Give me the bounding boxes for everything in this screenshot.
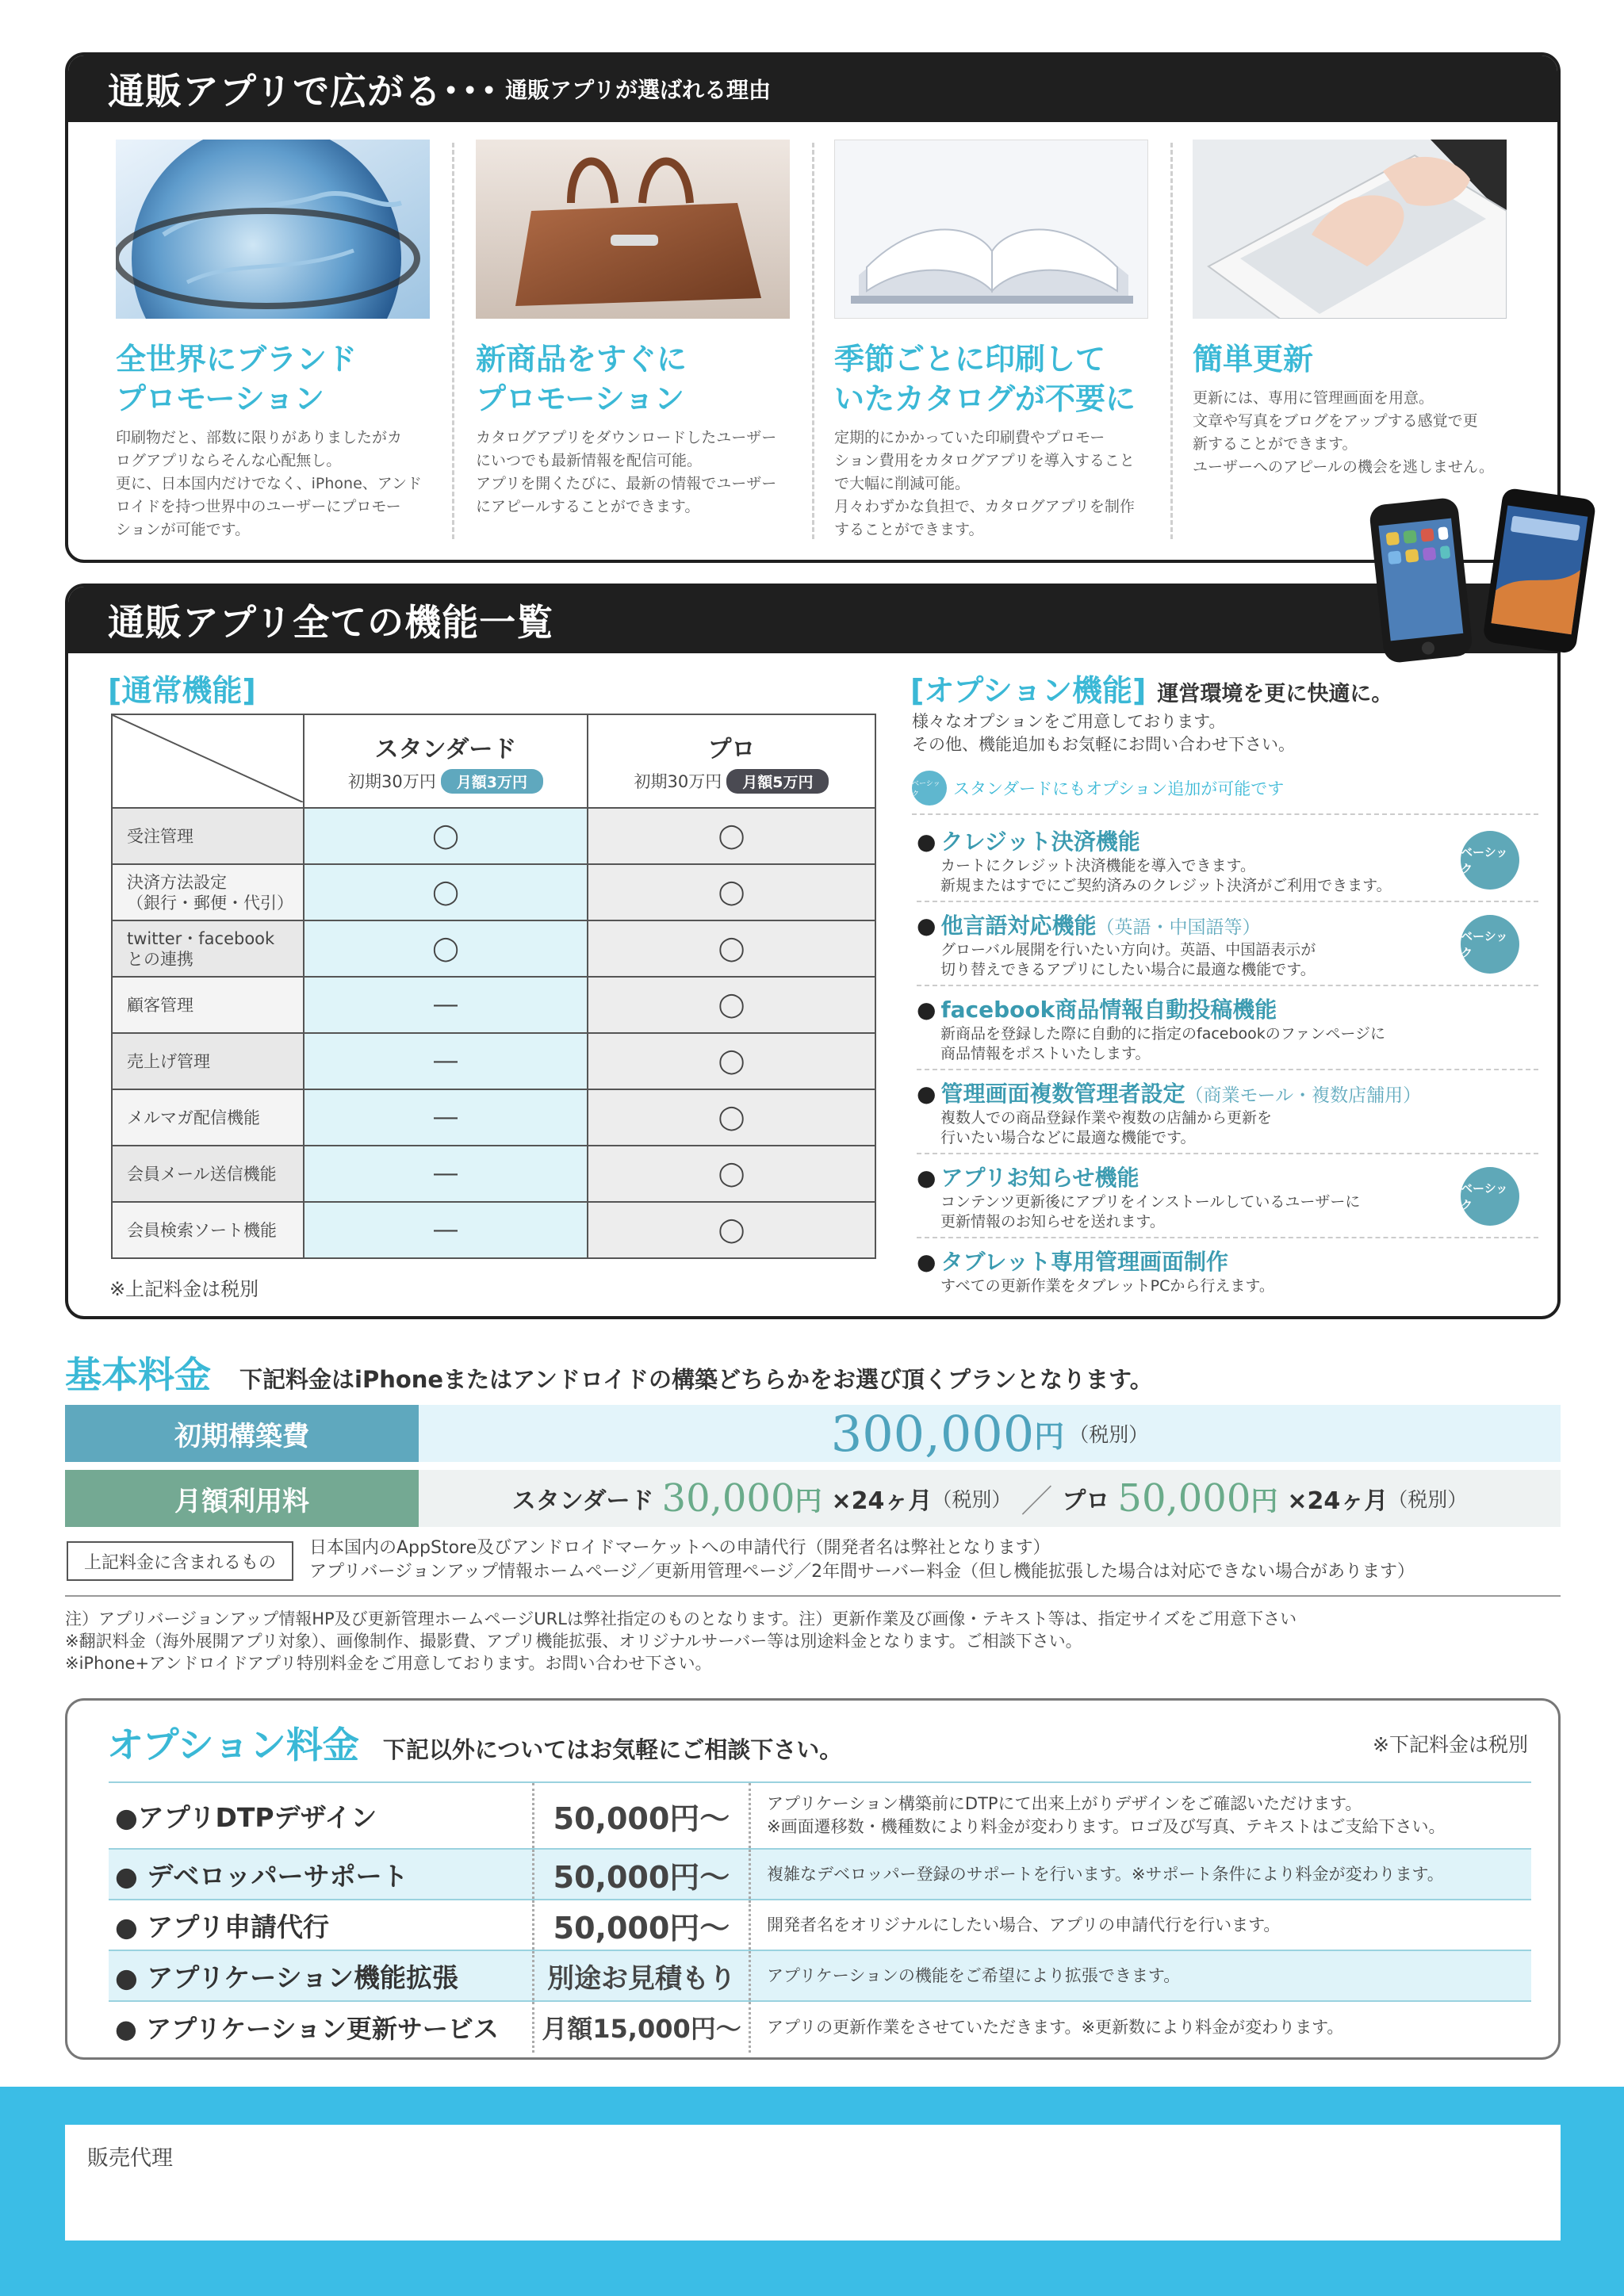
bullet-icon: ●	[917, 1081, 936, 1107]
option-price-row	[109, 1850, 1531, 1900]
bullet-icon: ●	[917, 913, 936, 939]
standard-cell: ―	[304, 977, 588, 1033]
pro-monthly-pill: 月額5万円	[726, 769, 829, 794]
row-label: 会員検索ソート機能	[112, 1202, 304, 1258]
monthly-fee-label: 月額利用料	[65, 1470, 419, 1527]
option-price-row	[109, 1783, 1531, 1850]
option-pricing-heading	[107, 1716, 842, 1769]
bullet-icon: ●	[917, 828, 936, 855]
table-row	[112, 1089, 875, 1146]
option-pricing-subtitle: 下記以外についてはお気軽にご相談下さい。	[382, 1736, 843, 1763]
option-price: 別途お見積もり	[532, 1951, 751, 2000]
functions-title: 通販アプリ全ての機能一覧	[108, 601, 554, 644]
initial-fee-yen: 円	[1034, 1418, 1065, 1454]
reasons-title: 通販アプリで広がる･･･	[108, 70, 500, 113]
standard-initial: 初期30万円	[348, 771, 436, 791]
pro-plan-name: プロ	[707, 735, 756, 763]
option-price-desc: 複雑なデベロッパー登録のサポートを行います。※サポート条件により料金が変わります。	[767, 1864, 1444, 1884]
option-name: ● アプリケーション更新サービス	[115, 2014, 499, 2044]
option-desc: すべての更新作業をタブレットPCから行えます。	[940, 1277, 1274, 1295]
feature-divider	[1170, 143, 1173, 539]
functions-panel	[65, 584, 1561, 1319]
option-title: タブレット専用管理画面制作	[940, 1249, 1229, 1275]
option-item	[917, 818, 1538, 902]
price-separator: ／	[1021, 1483, 1053, 1520]
standard-plan-name: スタンダード	[374, 735, 517, 763]
feature-body: カタログアプリをダウンロードしたユーザー にいつでも最新情報を配信可能。 アプリを開くたびに、最新の情報でユーザー にアピールすることができます。	[476, 429, 777, 515]
initial-fee-amount: 300,000	[830, 1404, 1035, 1463]
feature-body: 印刷物だと、部数に限りがありましたがカ ログアプリならそんな心配無し。 更に、日本国内だけでなく、iPhone、アンド ロイドを持つ世界中のユーザーにプロモー ションが可能です。	[116, 429, 422, 538]
option-title-row	[917, 1161, 1538, 1192]
option-price-row	[109, 1951, 1531, 2002]
reasons-panel	[65, 52, 1561, 563]
function-table-header	[112, 714, 875, 808]
option-price: 50,000円〜	[532, 1850, 751, 1899]
feature-title: 全世界にブランド プロモーション	[116, 342, 358, 416]
option-pricing-title: オプション料金	[107, 1724, 359, 1766]
table-row	[112, 1033, 875, 1089]
pro-plan-header	[588, 714, 875, 808]
table-row	[112, 1202, 875, 1258]
feature-easy-update	[1193, 140, 1507, 536]
monthly-fee-row	[65, 1470, 1561, 1527]
basic-badge: ベーシック	[1461, 831, 1519, 890]
standard-cell: ―	[304, 1202, 588, 1258]
option-price-row	[109, 1900, 1531, 1951]
feature-new-product	[476, 140, 790, 536]
handbag-image	[476, 140, 790, 319]
pro-price-tax: （税別）	[1388, 1488, 1468, 1511]
standard-cell: ◯	[304, 864, 588, 920]
option-functions-title: [オプション機能]	[910, 673, 1147, 708]
option-intro: 様々なオプションをご用意しております。 その他、機能追加もお気軽にお問い合わせ下さい。	[912, 712, 1295, 754]
pro-cell: ◯	[588, 1146, 875, 1202]
option-desc: カートにクレジット決済機能を導入できます。 新規またはすでにご契約済みのクレジット決済がご利用できます。	[940, 857, 1392, 894]
normal-functions-title: [通常機能]	[108, 673, 256, 708]
feature-title: 新商品をすぐに プロモーション	[476, 342, 688, 416]
standard-price-yen: 円	[795, 1485, 822, 1517]
option-title: facebook商品情報自動投稿機能	[940, 997, 1277, 1023]
agent-label: 販売代理	[87, 2146, 173, 2171]
table-row	[112, 808, 875, 864]
bullet-icon: ●	[917, 1165, 936, 1191]
row-label: 売上げ管理	[112, 1033, 304, 1089]
basic-badge: ベーシック	[1461, 915, 1519, 974]
option-name: ● アプリ申請代行	[115, 1911, 329, 1942]
table-tax-note: ※上記料金は税別	[109, 1278, 259, 1300]
initial-fee-tax: （税別）	[1069, 1423, 1149, 1446]
table-row	[112, 1146, 875, 1202]
feature-title: 季節ごとに印刷して いたカタログが不要に	[834, 342, 1136, 416]
pricing-heading	[65, 1346, 1153, 1399]
option-title-row	[917, 909, 1538, 940]
feature-global	[116, 140, 430, 536]
bullet-icon: ●	[917, 1249, 936, 1275]
keyboard-image	[1193, 140, 1507, 319]
smartphones-image	[1365, 485, 1595, 669]
standard-cell: ―	[304, 1089, 588, 1146]
pro-cell: ◯	[588, 1202, 875, 1258]
option-item	[917, 902, 1538, 986]
feature-divider	[812, 143, 814, 539]
option-paren: （商業モール・複数店舗用）	[1185, 1085, 1422, 1106]
pro-cell: ◯	[588, 1089, 875, 1146]
pro-cell: ◯	[588, 977, 875, 1033]
option-title: アプリお知らせ機能	[940, 1165, 1139, 1191]
option-price: 月額15,000円〜	[532, 2002, 751, 2053]
row-label: 会員メール送信機能	[112, 1146, 304, 1202]
standard-cell: ―	[304, 1033, 588, 1089]
included-label: 上記料金に含まれるもの	[67, 1541, 293, 1581]
agent-box	[65, 2125, 1561, 2241]
feature-body: 更新には、専用に管理画面を用意。 文章や写真をブログをアップする感覚で更 新することができます。 ユーザーへのアピールの機会を逃しません。	[1193, 389, 1495, 476]
row-label: 受注管理	[112, 808, 304, 864]
basic-note: スタンダードにもオプション追加が可能です	[953, 779, 1285, 798]
basic-mark-icon: ベーシック	[912, 771, 947, 806]
standard-cell: ◯	[304, 920, 588, 977]
feature-body: 定期的にかかっていた印刷費やプロモー ション費用をカタログアプリを導入すること で大幅に削減可能。 月々わずかな負担で、カタログアプリを制作 することができます。	[834, 429, 1135, 538]
option-title-row	[917, 825, 1538, 856]
standard-price-label: スタンダード	[511, 1487, 654, 1515]
initial-fee-row	[65, 1405, 1561, 1462]
basic-badge: ベーシック	[1461, 1167, 1519, 1226]
footer-band	[0, 2087, 1624, 2296]
option-functions-heading	[910, 666, 1392, 710]
pricing-subtitle: 下記料金はiPhoneまたはアンドロイドの構築どちらかをお選び頂くプランとなります。	[239, 1366, 1153, 1393]
pricing-title: 基本料金	[65, 1353, 211, 1396]
pro-cell: ◯	[588, 1033, 875, 1089]
option-price-desc: アプリの更新作業をさせていただきます。※更新数により料金が変わります。	[767, 2017, 1344, 2037]
standard-price-amount: 30,000	[661, 1476, 795, 1521]
option-price: 50,000円〜	[532, 1783, 751, 1848]
row-label: 決済方法設定 （銀行・郵便・代引）	[112, 864, 304, 920]
pro-price-amount: 50,000	[1117, 1476, 1251, 1521]
function-table	[111, 714, 876, 1259]
option-price-desc: アプリケーション構築前にDTPにて出来上がりデザインをご確認いただけます。 ※画面遷移数・機種数により料金が変わります。ロゴ及び写真、テキストはご支給下さい。	[767, 1794, 1446, 1836]
standard-monthly-pill: 月額3万円	[441, 769, 543, 794]
included-text: 日本国内のAppStore及びアンドロイドマーケットへの申請代行（開発者名は弊社となります） アプリバージョンアップ情報ホームページ／更新用管理ページ／2年間サーバー料金（但し機能拡張した場合は対応できない場合があります）	[309, 1538, 1415, 1582]
table-corner	[112, 714, 304, 808]
option-desc: 新商品を登録した際に自動的に指定のfacebookのファンページに 商品情報をポストいたします。	[940, 1025, 1386, 1062]
option-pricing-tax-note: ※下記料金は税別	[1373, 1733, 1528, 1756]
option-title-row	[917, 993, 1538, 1024]
feature-list	[68, 122, 1557, 542]
standard-cell: ―	[304, 1146, 588, 1202]
option-functions-subtitle: 運営環境を更に快適に。	[1157, 682, 1393, 706]
option-desc: 複数人での商品登録作業や複数の店舗から更新を 行いたい場合などに最適な機能です。	[940, 1109, 1273, 1146]
option-pricing-panel	[65, 1698, 1561, 2060]
table-row	[112, 864, 875, 920]
option-divider	[912, 813, 1538, 815]
feature-title: 簡単更新	[1193, 342, 1314, 377]
standard-price-tax: （税別）	[932, 1488, 1012, 1511]
row-label: 顧客管理	[112, 977, 304, 1033]
catalog-image	[834, 140, 1148, 319]
pricing-divider	[65, 1595, 1561, 1597]
table-row	[112, 977, 875, 1033]
option-title-row	[917, 1077, 1538, 1108]
option-name: ● アプリケーション機能拡張	[115, 1961, 458, 1993]
reasons-subtitle: 通販アプリが選ばれる理由	[505, 77, 772, 103]
pro-cell: ◯	[588, 808, 875, 864]
option-item	[917, 986, 1538, 1070]
option-item	[917, 1238, 1538, 1302]
option-price-row	[109, 2002, 1531, 2053]
bullet-icon: ●	[917, 997, 936, 1023]
pricing-notes: 注）アプリバージョンアップ情報HP及び更新管理ホームページURLは弊社指定のものとなります。注）更新作業及び画像・テキスト等は、指定サイズをご用意下さい ※翻訳料金（海外展開アプリ対象）、画像制作、撮影費、アプリ機能拡張、オリジナルサーバー等は別途料金となります。ご相談下さい。 ※iPhone+アンドロイドアプリ特別料金をご用意しております。お問い合わせ下さい。	[65, 1609, 1297, 1673]
initial-fee-value-area	[419, 1405, 1561, 1462]
pro-price-yen: 円	[1251, 1485, 1278, 1517]
standard-cell: ◯	[304, 808, 588, 864]
row-label: twitter・facebook との連携	[112, 920, 304, 977]
pro-price-label: プロ	[1062, 1487, 1110, 1515]
standard-price-months: ×24ヶ月	[831, 1487, 933, 1515]
option-desc: グローバル展開を行いたい方向け。英語、中国語表示が 切り替えできるアプリにしたい場合に最適な機能です。	[940, 941, 1316, 978]
option-price-desc: アプリケーションの機能をご希望により拡張できます。	[767, 1965, 1181, 1985]
functions-header	[68, 587, 1557, 653]
feature-catalog	[834, 140, 1148, 536]
option-paren: （英語・中国語等）	[1096, 917, 1261, 938]
initial-fee-label: 初期構築費	[65, 1405, 419, 1462]
basic-note-row	[912, 771, 1284, 806]
pro-cell: ◯	[588, 864, 875, 920]
option-title-row	[917, 1245, 1538, 1276]
option-item	[917, 1154, 1538, 1238]
monthly-fee-value-area	[419, 1470, 1561, 1527]
option-item	[917, 1070, 1538, 1154]
option-price: 50,000円〜	[532, 1900, 751, 1950]
option-title: クレジット決済機能	[940, 828, 1140, 855]
standard-plan-header	[304, 714, 588, 808]
row-label: メルマガ配信機能	[112, 1089, 304, 1146]
feature-divider	[452, 143, 454, 539]
table-row	[112, 920, 875, 977]
reasons-header	[68, 55, 1557, 122]
option-name: ● デベロッパーサポート	[115, 1860, 408, 1892]
pro-cell: ◯	[588, 920, 875, 977]
pro-initial: 初期30万円	[634, 771, 722, 791]
globe-image	[116, 140, 430, 319]
pro-price-months: ×24ヶ月	[1287, 1487, 1388, 1515]
option-name: ●アプリDTPデザイン	[115, 1801, 377, 1833]
option-price-desc: 開発者名をオリジナルにしたい場合、アプリの申請代行を行います。	[767, 1915, 1281, 1934]
option-title: 管理画面複数管理者設定	[940, 1081, 1185, 1107]
option-desc: コンテンツ更新後にアプリをインストールしているユーザーに 更新情報のお知らせを送れます。	[940, 1193, 1361, 1230]
option-title: 他言語対応機能	[940, 913, 1097, 939]
